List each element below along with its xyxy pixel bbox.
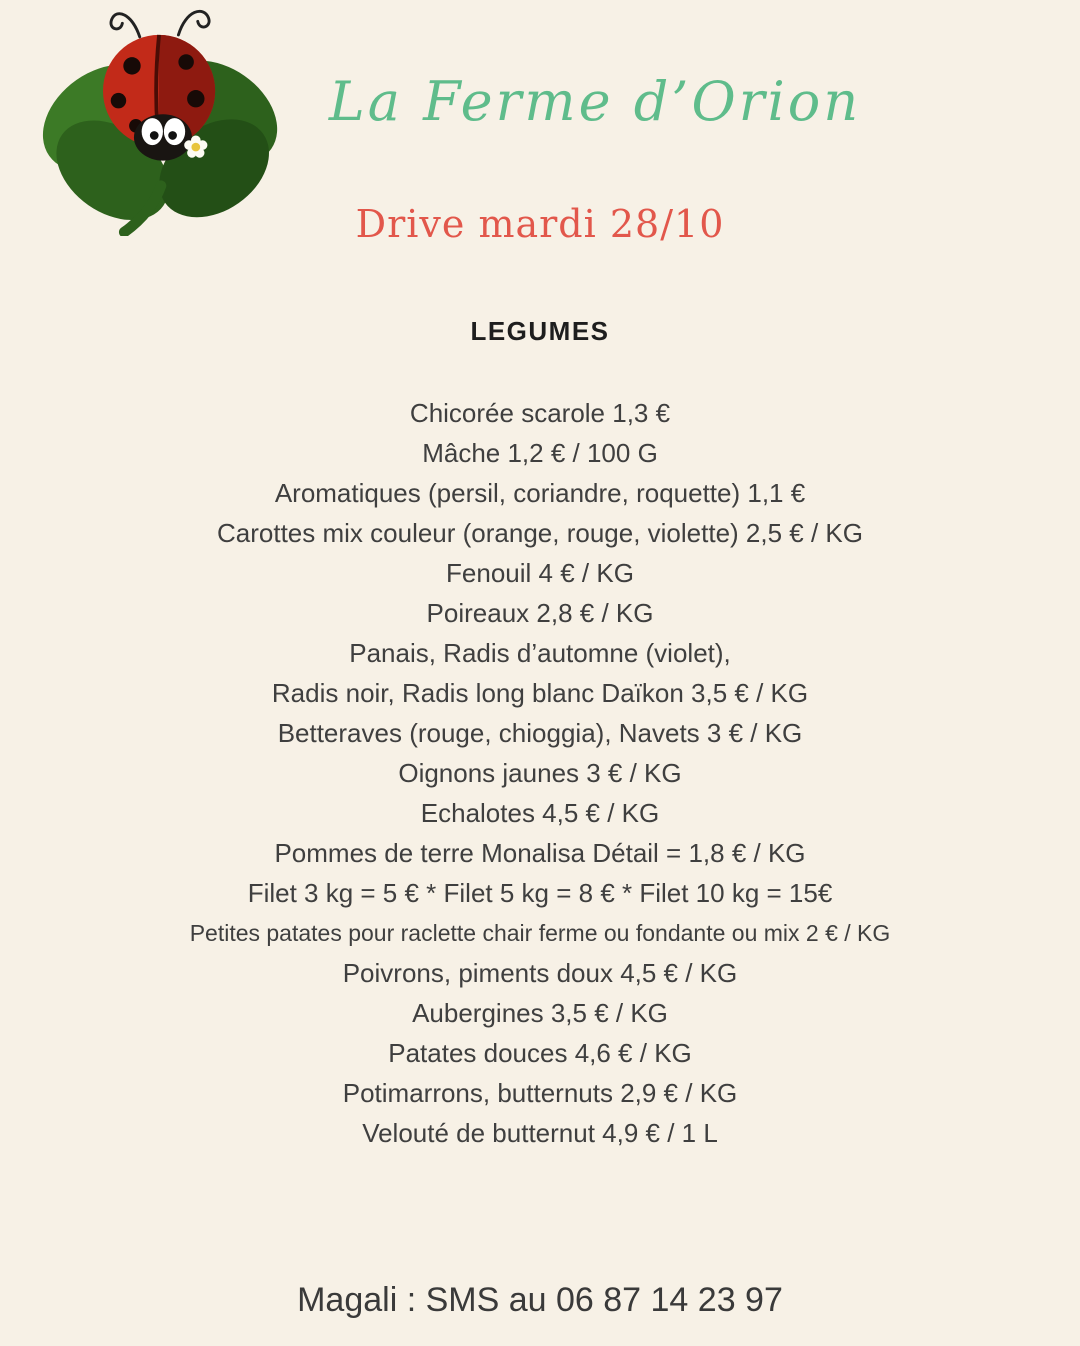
menu-item: Poireaux 2,8 € / KG <box>426 598 654 628</box>
section-heading-legumes: LEGUMES <box>470 316 610 346</box>
menu-item: Velouté de butternut 4,9 € / 1 L <box>362 1118 718 1148</box>
menu-item: Poivrons, piments doux 4,5 € / KG <box>342 958 738 988</box>
menu-item: Radis noir, Radis long blanc Daïkon 3,5 € / KG <box>271 678 809 708</box>
farm-title: La Ferme d’Orion <box>328 70 862 133</box>
menu-item: Chicorée scarole 1,3 € <box>409 398 671 428</box>
menu-item: Panais, Radis d’automne (violet), <box>349 638 731 668</box>
drive-date: Drive mardi 28/10 <box>355 202 725 246</box>
menu-item: Fenouil 4 € / KG <box>446 558 634 588</box>
menu-item: Echalotes 4,5 € / KG <box>420 798 660 828</box>
menu-item: Patates douces 4,6 € / KG <box>388 1038 692 1068</box>
menu-item: Oignons jaunes 3 € / KG <box>398 758 682 788</box>
menu-item: Filet 3 kg = 5 € * Filet 5 kg = 8 € * Filet 10 kg = 15€ <box>247 878 833 908</box>
menu-item: Mâche 1,2 € / 100 G <box>422 438 658 468</box>
footer-contact: Magali : SMS au 06 87 14 23 97 <box>297 1281 783 1319</box>
menu-item: Potimarrons, butternuts 2,9 € / KG <box>342 1078 738 1108</box>
menu-list <box>0 393 1080 1153</box>
menu-item: Pommes de terre Monalisa Détail = 1,8 € / KG <box>274 838 806 868</box>
menu-item: Aromatiques (persil, coriandre, roquette) 1,1 € <box>274 478 806 508</box>
header <box>0 0 1080 300</box>
menu-item: Betteraves (rouge, chioggia), Navets 3 € / KG <box>277 718 803 748</box>
menu-item: Aubergines 3,5 € / KG <box>412 998 668 1028</box>
menu-item: Carottes mix couleur (orange, rouge, violette) 2,5 € / KG <box>217 518 863 548</box>
menu-item: Petites patates pour raclette chair ferme ou fondante ou mix 2 € / KG <box>189 920 891 946</box>
